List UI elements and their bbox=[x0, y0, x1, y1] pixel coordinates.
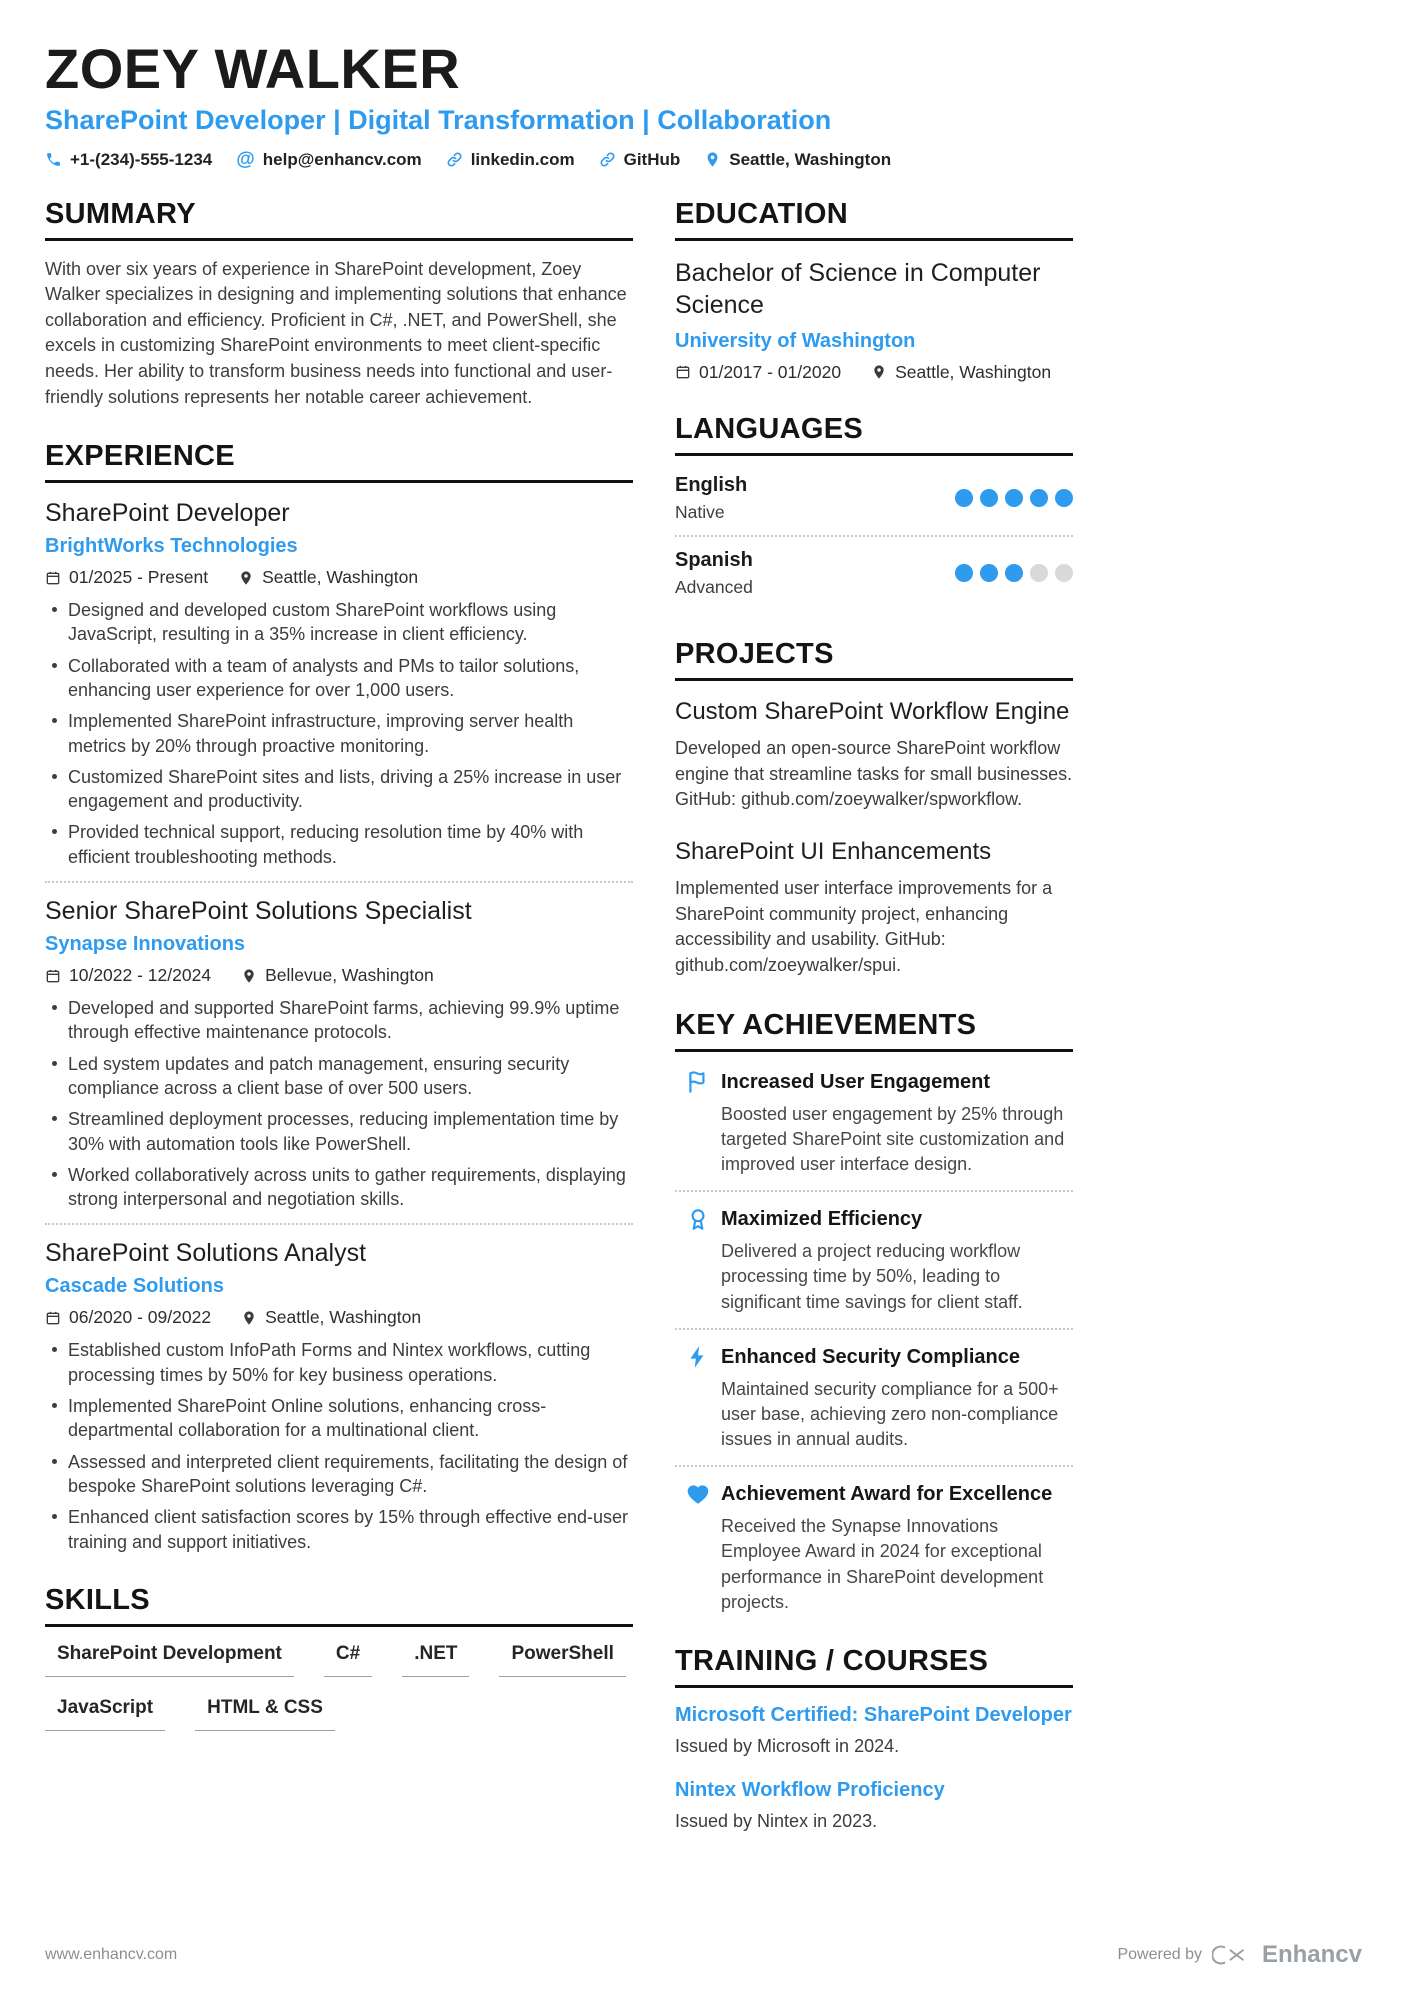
job-bullets bbox=[45, 996, 633, 1211]
calendar-icon bbox=[675, 364, 691, 380]
divider bbox=[45, 1223, 633, 1225]
job-bullets bbox=[45, 1338, 633, 1553]
person-name: ZOEY WALKER bbox=[45, 37, 461, 100]
project-title: SharePoint UI Enhancements bbox=[675, 837, 992, 865]
medal-icon bbox=[675, 1205, 721, 1232]
skill-item: SharePoint Development bbox=[45, 1643, 294, 1677]
course-title: Nintex Workflow Proficiency bbox=[675, 1779, 945, 1801]
enhancv-brand-name: Enhancv bbox=[1261, 1941, 1362, 1968]
right-column bbox=[675, 198, 1073, 1862]
job-dates bbox=[45, 1307, 211, 1328]
job-location bbox=[238, 567, 418, 588]
achievement-text: Boosted user engagement by 25% through targeted SharePoint site customization and improved user interface design. bbox=[721, 1103, 1065, 1174]
job-dates bbox=[45, 567, 208, 588]
achievement-title: Enhanced Security Compliance bbox=[721, 1345, 1020, 1368]
phone-icon bbox=[45, 151, 62, 168]
experience-entry bbox=[45, 1239, 633, 1553]
training-heading: TRAINING / COURSES bbox=[675, 1645, 1073, 1688]
divider bbox=[45, 881, 633, 883]
bullet-item: Enhanced client satisfaction scores by 15% through effective end-user training and support initiatives. bbox=[45, 1505, 633, 1554]
course-item bbox=[675, 1779, 1073, 1832]
course-issuer: Issued by Microsoft in 2024. bbox=[675, 1736, 900, 1756]
bullet-item: Implemented SharePoint Online solutions, enhancing cross-departmental collaboration for a multinational client. bbox=[45, 1394, 633, 1443]
flag-icon bbox=[675, 1068, 721, 1095]
email-address[interactable]: help@enhancv.com bbox=[262, 149, 422, 169]
education-meta bbox=[675, 362, 1073, 383]
skill-item: JavaScript bbox=[45, 1697, 165, 1731]
github-contact[interactable] bbox=[599, 150, 681, 170]
divider bbox=[675, 1465, 1073, 1467]
location-icon bbox=[704, 151, 721, 168]
languages-section bbox=[675, 413, 1073, 608]
achievements-heading: KEY ACHIEVEMENTS bbox=[675, 1009, 1073, 1052]
heart-icon bbox=[675, 1480, 721, 1507]
achievement-title: Increased User Engagement bbox=[721, 1070, 990, 1093]
degree-title: Bachelor of Science in Computer Science bbox=[675, 258, 1041, 319]
location-icon bbox=[241, 968, 257, 984]
calendar-icon bbox=[45, 570, 61, 586]
experience-section bbox=[45, 440, 633, 1554]
enhancv-logo-icon bbox=[1212, 1944, 1252, 1966]
bullet-item: Collaborated with a team of analysts and PMs to tailor solutions, enhancing user experience for over 1,000 users. bbox=[45, 654, 633, 703]
bullet-item: Assessed and interpreted client requirements, facilitating the design of bespoke SharePoint solutions leveraging C#. bbox=[45, 1450, 633, 1499]
achievement-text: Received the Synapse Innovations Employee Award in 2024 for exceptional performance in SharePoint development projects. bbox=[721, 1516, 1044, 1612]
achievement-item bbox=[675, 1068, 1073, 1178]
enhancv-website-link[interactable]: www.enhancv.com bbox=[45, 1946, 178, 1963]
divider bbox=[675, 1328, 1073, 1330]
job-dates-text: 01/2025 - Present bbox=[69, 567, 209, 588]
left-column bbox=[45, 198, 633, 1862]
achievement-item bbox=[675, 1480, 1073, 1615]
job-location-text: Bellevue, Washington bbox=[265, 965, 434, 986]
skill-item: PowerShell bbox=[499, 1643, 625, 1677]
summary-heading: SUMMARY bbox=[45, 198, 633, 241]
education-location bbox=[871, 362, 1051, 383]
job-location bbox=[241, 1307, 421, 1328]
course-issuer: Issued by Nintex in 2023. bbox=[675, 1811, 878, 1831]
course-item bbox=[675, 1704, 1073, 1757]
education-dates-text: 01/2017 - 01/2020 bbox=[699, 361, 842, 382]
training-section bbox=[675, 1645, 1073, 1832]
experience-entry bbox=[45, 499, 633, 869]
company-name: Cascade Solutions bbox=[45, 1275, 224, 1298]
powered-by-label: Powered by bbox=[1117, 1946, 1202, 1963]
job-title: Senior SharePoint Solutions Specialist bbox=[45, 897, 472, 926]
language-item bbox=[675, 547, 1073, 608]
job-meta bbox=[45, 965, 633, 986]
linkedin-contact[interactable] bbox=[446, 150, 575, 170]
bullet-item: Led system updates and patch management, ensuring security compliance across a client base of over 500 users. bbox=[45, 1052, 633, 1101]
summary-text: With over six years of experience in SharePoint development, Zoey Walker specializes in designing and implementing solutions that enhance collaboration and efficiency. Proficient in C#, .NET, and PowerShell, she excels in customizing SharePoint environments to meet client-specific needs. Her ability to transform business needs into functional and user-friendly solutions represents her notable career achievement. bbox=[45, 258, 627, 407]
location-icon bbox=[238, 570, 254, 586]
calendar-icon bbox=[45, 1310, 61, 1326]
contact-row bbox=[45, 150, 1362, 170]
linkedin-link[interactable]: linkedin.com bbox=[470, 149, 575, 169]
company-name: Synapse Innovations bbox=[45, 933, 246, 956]
job-title: SharePoint Developer bbox=[45, 499, 290, 528]
bullet-item: Developed and supported SharePoint farms, achieving 99.9% uptime through effective maintenance protocols. bbox=[45, 996, 633, 1045]
experience-heading: EXPERIENCE bbox=[45, 440, 633, 483]
job-bullets bbox=[45, 598, 633, 869]
education-heading: EDUCATION bbox=[675, 198, 1073, 241]
skill-item: C# bbox=[324, 1643, 372, 1677]
job-dates-text: 06/2020 - 09/2022 bbox=[69, 1307, 212, 1328]
bullet-item: Designed and developed custom SharePoint workflows using JavaScript, resulting in a 35% increase in client efficiency. bbox=[45, 598, 633, 647]
skills-section bbox=[45, 1584, 633, 1731]
project-title: Custom SharePoint Workflow Engine bbox=[675, 697, 1070, 725]
school-name: University of Washington bbox=[675, 329, 916, 352]
projects-section bbox=[675, 638, 1073, 979]
location-icon bbox=[871, 364, 887, 380]
person-headline: SharePoint Developer | Digital Transformation | Collaboration bbox=[45, 104, 832, 135]
achievement-item bbox=[675, 1343, 1073, 1453]
bullet-item: Provided technical support, reducing resolution time by 40% with efficient troubleshooting methods. bbox=[45, 820, 633, 869]
email-contact[interactable] bbox=[236, 150, 421, 170]
location-icon bbox=[241, 1310, 257, 1326]
language-proficiency-dots bbox=[955, 564, 1073, 582]
job-location-text: Seattle, Washington bbox=[262, 567, 419, 588]
bullet-item: Streamlined deployment processes, reducing implementation time by 30% with automation tools like PowerShell. bbox=[45, 1107, 633, 1156]
link-icon bbox=[599, 151, 616, 168]
job-dates-text: 10/2022 - 12/2024 bbox=[69, 965, 212, 986]
skill-item: .NET bbox=[402, 1643, 469, 1677]
education-dates bbox=[675, 362, 841, 383]
project-item bbox=[675, 837, 1073, 979]
bullet-item: Customized SharePoint sites and lists, driving a 25% increase in user engagement and productivity. bbox=[45, 765, 633, 814]
projects-heading: PROJECTS bbox=[675, 638, 1073, 681]
language-level: Advanced bbox=[675, 576, 753, 597]
education-section bbox=[675, 198, 1073, 383]
location-text: Seattle, Washington bbox=[729, 149, 892, 169]
divider bbox=[675, 535, 1073, 537]
skills-list bbox=[45, 1643, 633, 1731]
project-description: Implemented user interface improvements for a SharePoint community project, enhancing accessibility and usability. GitHub: github.com/zoeywalker/spui. bbox=[675, 878, 1053, 976]
language-level: Native bbox=[675, 501, 725, 522]
language-name: Spanish bbox=[675, 548, 753, 571]
phone-number: +1-(234)-555-1234 bbox=[70, 149, 213, 169]
at-icon: @ bbox=[236, 149, 255, 171]
job-dates bbox=[45, 965, 211, 986]
language-name: English bbox=[675, 473, 748, 496]
link-icon bbox=[446, 151, 463, 168]
divider bbox=[675, 1190, 1073, 1192]
achievement-text: Delivered a project reducing workflow processing time by 50%, leading to significant time savings for client staff. bbox=[721, 1241, 1023, 1312]
language-item bbox=[675, 472, 1073, 533]
bullet-item: Worked collaboratively across units to gather requirements, displaying strong interpersonal and negotiation skills. bbox=[45, 1163, 633, 1212]
language-proficiency-dots bbox=[955, 489, 1073, 507]
job-meta bbox=[45, 1307, 633, 1328]
summary-section bbox=[45, 198, 633, 410]
job-location bbox=[241, 965, 434, 986]
education-location-text: Seattle, Washington bbox=[895, 361, 1052, 382]
skills-heading: SKILLS bbox=[45, 1584, 633, 1627]
job-title: SharePoint Solutions Analyst bbox=[45, 1239, 367, 1268]
resume-body bbox=[45, 198, 1362, 1862]
project-description: Developed an open-source SharePoint workflow engine that streamline tasks for small businesses. GitHub: github.com/zoeywalker/spworkflow. bbox=[675, 738, 1073, 810]
achievement-title: Achievement Award for Excellence bbox=[721, 1483, 1053, 1506]
page-footer bbox=[45, 1941, 1362, 1969]
skill-item: HTML & CSS bbox=[195, 1697, 335, 1731]
course-title: Microsoft Certified: SharePoint Developer bbox=[675, 1704, 1072, 1726]
calendar-icon bbox=[45, 968, 61, 984]
job-meta bbox=[45, 567, 633, 588]
resume-header bbox=[45, 37, 1362, 171]
github-link[interactable]: GitHub bbox=[623, 149, 681, 169]
bullet-item: Implemented SharePoint infrastructure, improving server health metrics by 20% through proactive monitoring. bbox=[45, 709, 633, 758]
project-item bbox=[675, 697, 1073, 813]
languages-heading: LANGUAGES bbox=[675, 413, 1073, 456]
achievement-item bbox=[675, 1205, 1073, 1315]
bullet-item: Established custom InfoPath Forms and Nintex workflows, cutting processing times by 50% for key business operations. bbox=[45, 1338, 633, 1387]
powered-by-badge[interactable] bbox=[1117, 1941, 1362, 1969]
experience-entry bbox=[45, 897, 633, 1211]
job-location-text: Seattle, Washington bbox=[265, 1307, 422, 1328]
location-contact bbox=[704, 150, 891, 170]
achievement-title: Maximized Efficiency bbox=[721, 1208, 923, 1231]
achievements-section bbox=[675, 1009, 1073, 1615]
lightning-icon bbox=[675, 1343, 721, 1370]
phone-contact bbox=[45, 150, 212, 170]
company-name: BrightWorks Technologies bbox=[45, 535, 298, 558]
achievement-text: Maintained security compliance for a 500+ user base, achieving zero non-compliance issues in annual audits. bbox=[721, 1378, 1059, 1450]
